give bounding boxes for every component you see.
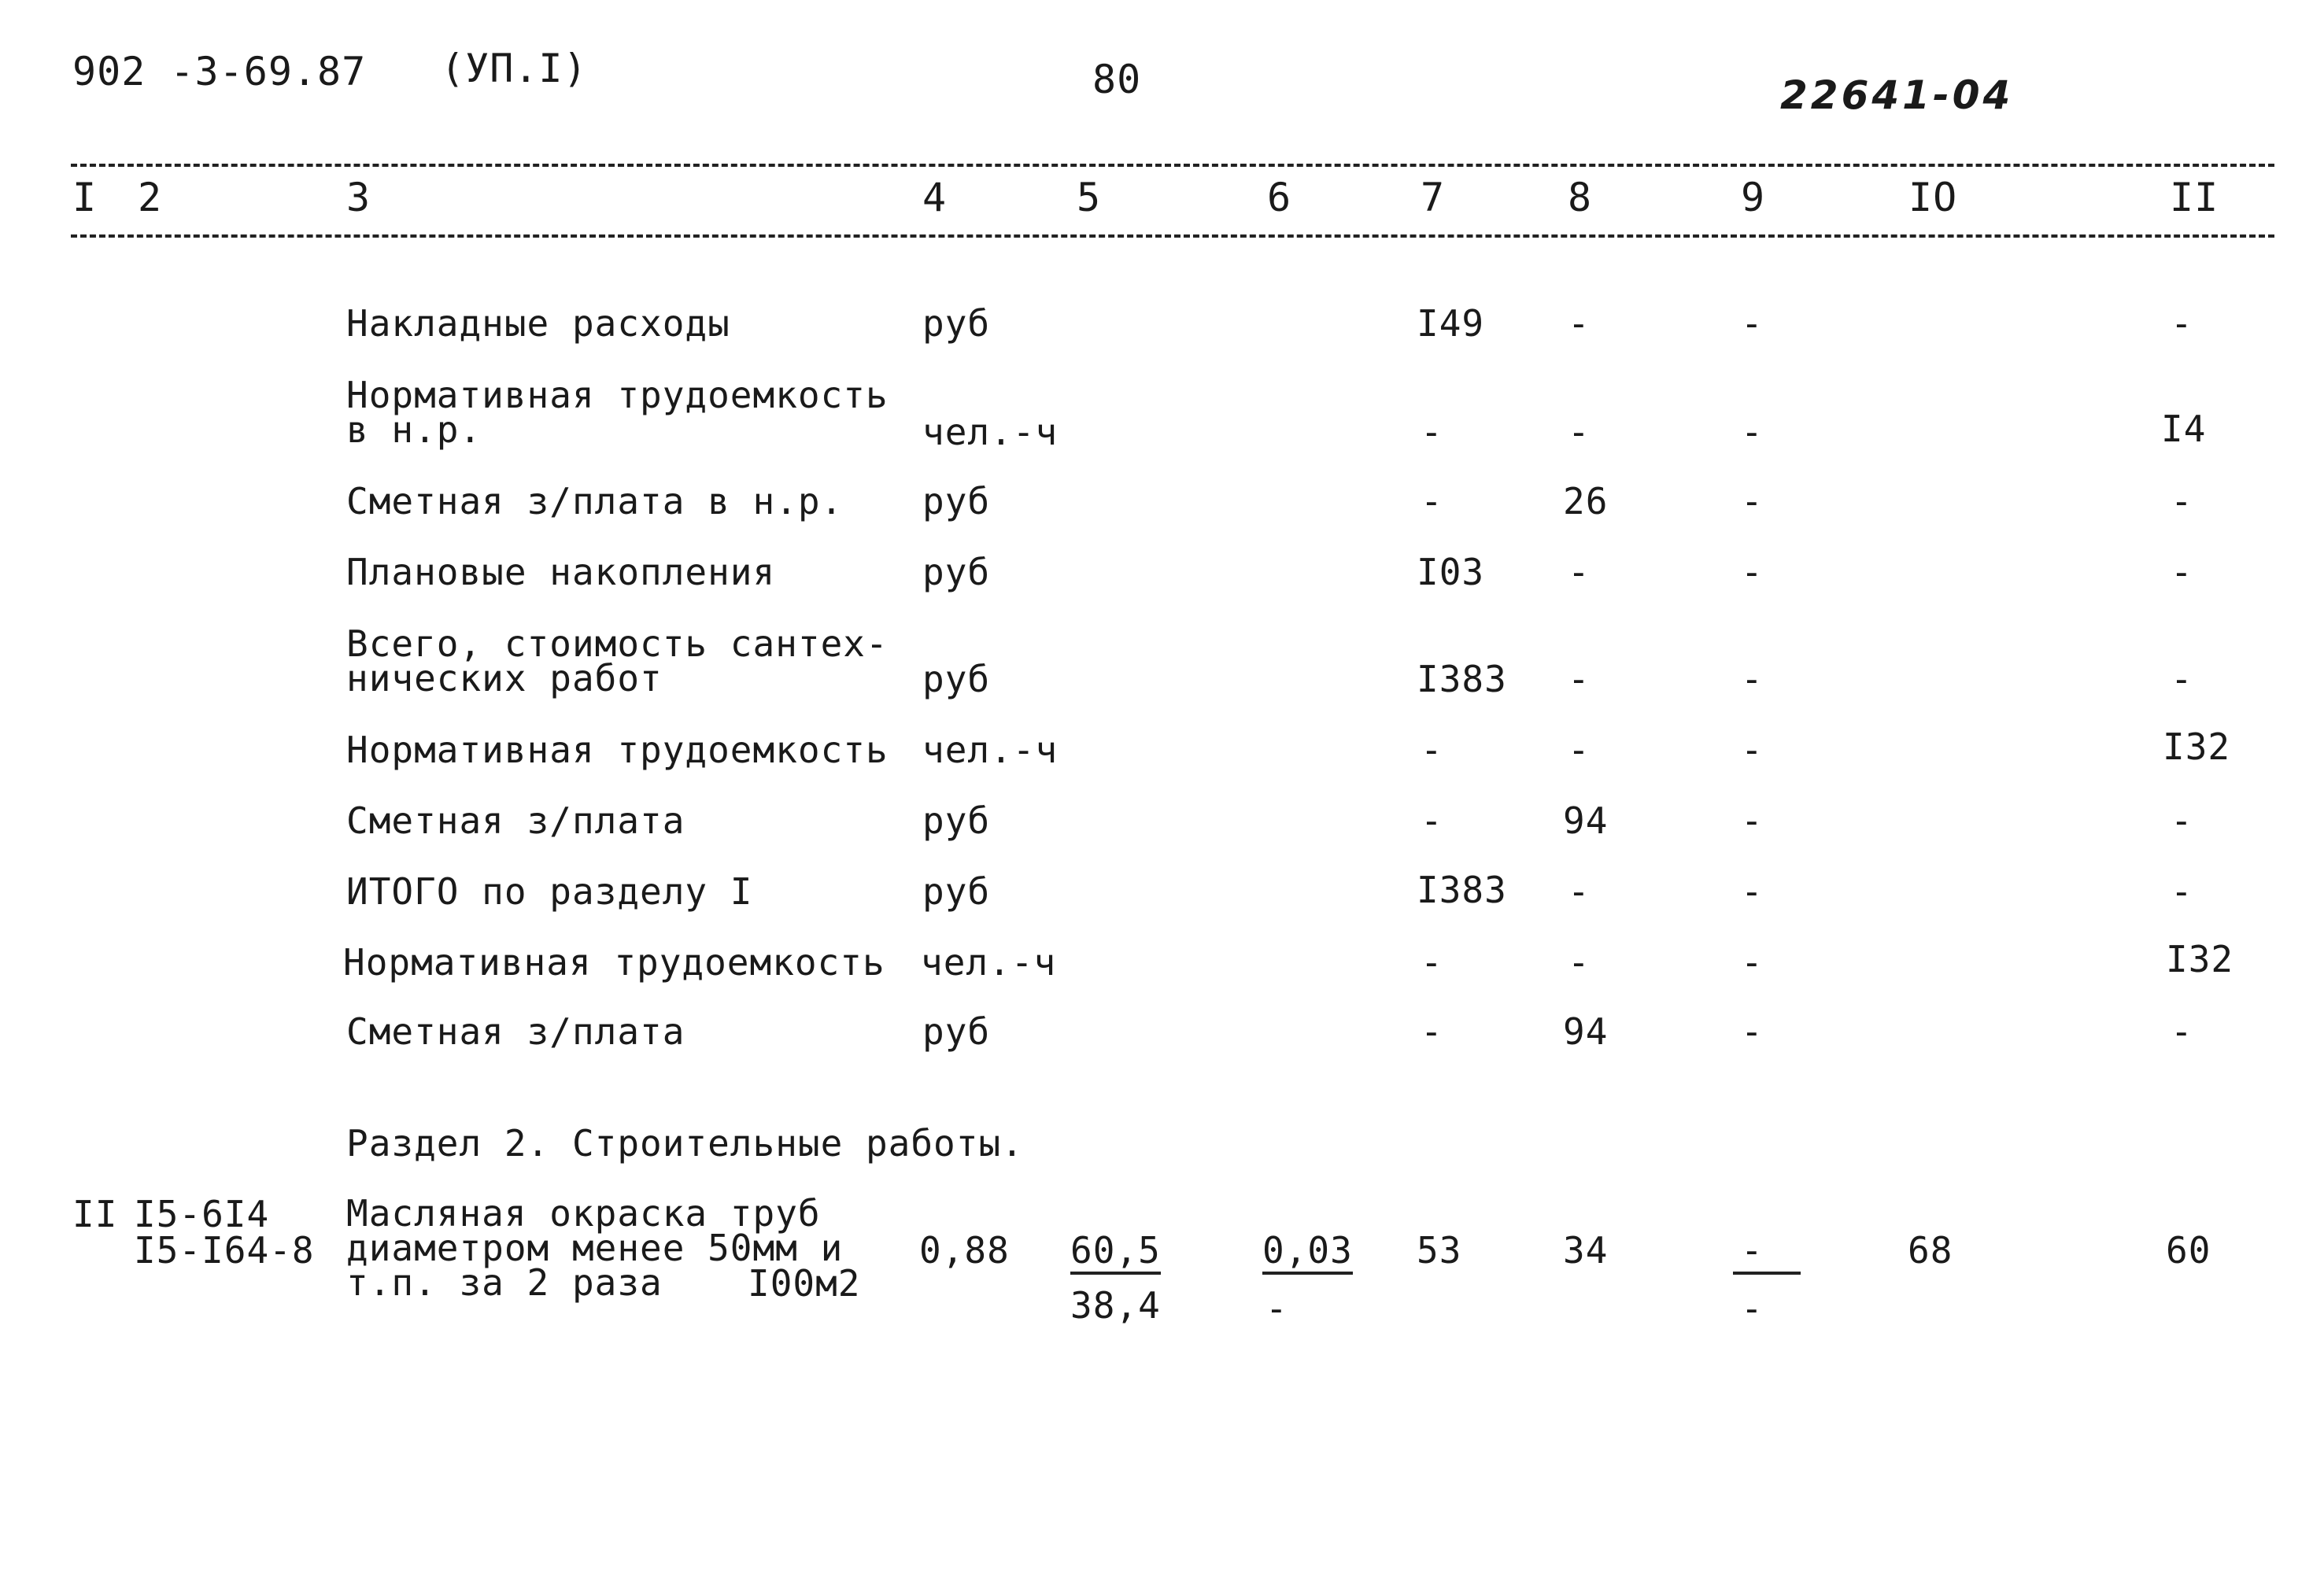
item-number: II bbox=[72, 1193, 118, 1235]
row-col11: - bbox=[2171, 480, 2193, 522]
row-col7: - bbox=[1421, 941, 1443, 984]
row-col11: I32 bbox=[2163, 725, 2231, 768]
row-col8: - bbox=[1568, 941, 1591, 984]
row-label: Нормативная трудоемкость bbox=[346, 729, 889, 771]
column-header-11: II bbox=[2170, 175, 2219, 220]
column-header-1: I bbox=[72, 175, 98, 220]
row-col7: - bbox=[1421, 1010, 1443, 1053]
row-col8: - bbox=[1568, 658, 1591, 700]
row-col7: I383 bbox=[1417, 869, 1507, 911]
col9-divider bbox=[1733, 1272, 1801, 1275]
album-marker: (УП.I) bbox=[441, 46, 588, 91]
row-col11: - bbox=[2171, 799, 2193, 842]
row-col7: - bbox=[1421, 799, 1443, 842]
row-unit: руб bbox=[922, 551, 991, 593]
row-col8: 94 bbox=[1563, 1010, 1609, 1053]
row-label: Сметная з/плата bbox=[346, 1010, 685, 1053]
item-col11: 60 bbox=[2166, 1229, 2211, 1272]
item-code-2: I5-I64-8 bbox=[134, 1229, 315, 1272]
row-unit: чел.-ч bbox=[922, 729, 1059, 771]
row-col9: - bbox=[1741, 870, 1764, 913]
column-header-9: 9 bbox=[1741, 175, 1766, 220]
row-col8: - bbox=[1568, 411, 1591, 453]
item-col9-bottom: - bbox=[1741, 1287, 1764, 1330]
item-col6-bottom: - bbox=[1265, 1287, 1288, 1330]
row-unit: чел.-ч bbox=[922, 411, 1059, 453]
row-col11: - bbox=[2171, 551, 2193, 593]
row-col7: I03 bbox=[1417, 551, 1485, 593]
item-code-1: I5-6I4 bbox=[134, 1193, 270, 1235]
item-description: Масляная окраска труб диаметром менее 50мм и т.п. за 2 раза bbox=[346, 1192, 844, 1304]
row-col9: - bbox=[1741, 799, 1764, 842]
item-col4: 0,88 bbox=[919, 1229, 1010, 1272]
column-header-3: 3 bbox=[346, 175, 371, 220]
row-col8: - bbox=[1568, 729, 1591, 771]
item-col8: 34 bbox=[1563, 1229, 1609, 1272]
row-col11: I32 bbox=[2166, 938, 2234, 980]
row-label: Нормативная трудоемкость bbox=[343, 941, 885, 984]
row-label: Всего, стоимость сантех- нических работ bbox=[346, 622, 889, 700]
row-label: Плановые накопления bbox=[346, 551, 776, 593]
item-col10: 68 bbox=[1908, 1229, 1953, 1272]
row-col7: - bbox=[1421, 480, 1443, 522]
row-unit: руб bbox=[922, 870, 991, 913]
row-label: Сметная з/плата в н.р. bbox=[346, 480, 844, 522]
row-label: Накладные расходы bbox=[346, 302, 730, 345]
row-col8: 94 bbox=[1563, 799, 1609, 842]
item-col7: 53 bbox=[1417, 1229, 1462, 1272]
row-col9: - bbox=[1741, 302, 1764, 345]
row-col8: 26 bbox=[1563, 480, 1609, 522]
column-header-6: 6 bbox=[1267, 175, 1292, 220]
row-col9: - bbox=[1741, 729, 1764, 771]
row-col8: - bbox=[1568, 551, 1591, 593]
row-col8: - bbox=[1568, 870, 1591, 913]
row-col7: I49 bbox=[1417, 302, 1485, 345]
row-col9: - bbox=[1741, 658, 1764, 700]
column-header-8: 8 bbox=[1568, 175, 1593, 220]
row-col11: I4 bbox=[2161, 408, 2207, 450]
item-unit: I00м2 bbox=[748, 1262, 861, 1305]
item-col9-top: - bbox=[1741, 1229, 1764, 1272]
row-unit: руб bbox=[922, 302, 991, 345]
row-col7: I383 bbox=[1417, 658, 1507, 700]
row-col9: - bbox=[1741, 480, 1764, 522]
column-header-2: 2 bbox=[138, 175, 163, 220]
item-col6-top: 0,03 bbox=[1262, 1232, 1353, 1275]
section-title: Раздел 2. Строительные работы. bbox=[346, 1122, 1024, 1165]
header-top-rule bbox=[71, 164, 2274, 167]
row-unit: руб bbox=[922, 799, 991, 842]
row-unit: чел.-ч bbox=[921, 941, 1057, 984]
row-label: Сметная з/плата bbox=[346, 799, 685, 842]
row-col7: - bbox=[1421, 729, 1443, 771]
row-col11: - bbox=[2171, 302, 2193, 345]
row-unit: руб bbox=[922, 1010, 991, 1053]
inventory-stamp: 22641-04 bbox=[1780, 72, 2014, 118]
row-unit: руб bbox=[922, 480, 991, 522]
column-header-10: IO bbox=[1908, 175, 1958, 220]
row-col9: - bbox=[1741, 941, 1764, 984]
row-col8: - bbox=[1568, 302, 1591, 345]
item-col5-top: 60,5 bbox=[1070, 1232, 1161, 1275]
row-col7: - bbox=[1421, 411, 1443, 453]
row-col9: - bbox=[1741, 411, 1764, 453]
column-header-7: 7 bbox=[1421, 175, 1446, 220]
row-col11: - bbox=[2171, 1010, 2193, 1053]
item-col5-bottom: 38,4 bbox=[1070, 1284, 1161, 1327]
row-label: ИТОГО по разделу I bbox=[346, 870, 753, 913]
document-code: 902 -3-69.87 bbox=[72, 49, 367, 94]
row-col11: - bbox=[2171, 870, 2193, 913]
row-col11: - bbox=[2171, 658, 2193, 700]
column-header-5: 5 bbox=[1077, 175, 1102, 220]
header-bottom-rule bbox=[71, 234, 2274, 238]
row-label: Нормативная трудоемкость в н.р. bbox=[346, 374, 889, 451]
column-header-4: 4 bbox=[922, 175, 948, 220]
row-unit: руб bbox=[922, 658, 991, 700]
page-number: 80 bbox=[1092, 57, 1142, 102]
row-col9: - bbox=[1741, 1010, 1764, 1053]
row-col9: - bbox=[1741, 551, 1764, 593]
